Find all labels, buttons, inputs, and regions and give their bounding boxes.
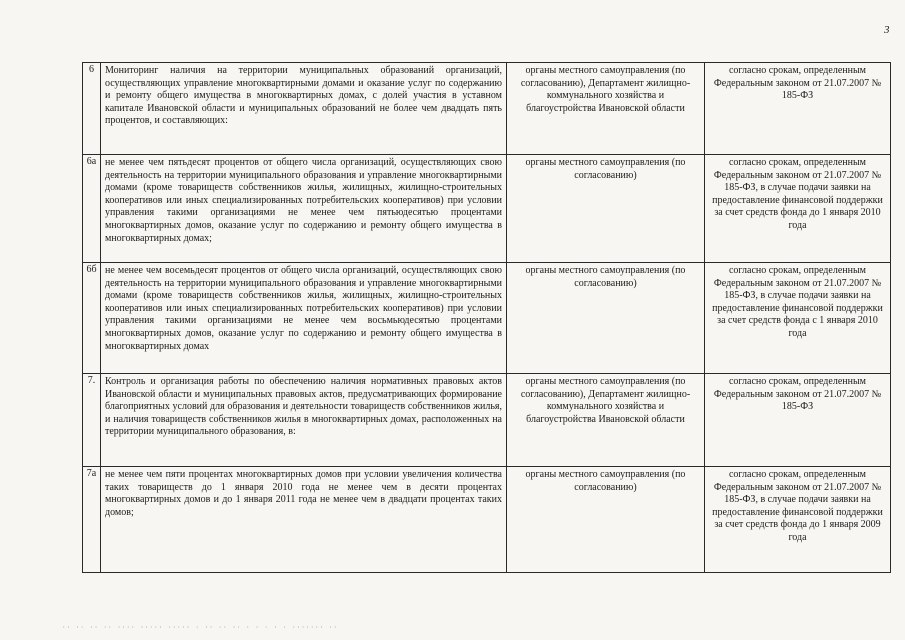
row-executor: органы местного самоуправления (по согласованию)	[507, 467, 705, 573]
row-description: Контроль и организация работы по обеспечению наличия нормативных правовых актов Ивановской области и муниципальных правовых актов, предусматривающих формирование благоприятных условий для образования и деятельности товариществ собственников жилья, и наличия товариществ собственников жилья в многоквартирных домах, расположенных на территории муниципального образования, в:	[101, 374, 507, 467]
row-executor: органы местного самоуправления (по согласованию)	[507, 263, 705, 374]
row-number: 6а	[83, 155, 101, 263]
row-term: согласно срокам, определенным Федеральным законом от 21.07.2007 № 185-ФЗ, в случае подачи заявки на предоставление финансовой поддержки за счет средств фонда до 1 января 2010 года	[705, 155, 891, 263]
table-row	[83, 374, 891, 467]
row-executor: органы местного самоуправления (по согласованию), Департамент жилищно-коммунального хозяйства и благоустройства Ивановской области	[507, 63, 705, 155]
page-number: 3	[884, 24, 890, 36]
scan-footer-noise: ·· ·· ·· ·· ···· ····· ····· · ·· ·· ·· · · · · · ······· ··	[62, 624, 339, 631]
row-executor: органы местного самоуправления (по согласованию), Департамент жилищно-коммунального хозяйства и благоустройства Ивановской области	[507, 374, 705, 467]
table-row	[83, 263, 891, 374]
row-number: 6	[83, 63, 101, 155]
row-term: согласно срокам, определенным Федеральным законом от 21.07.2007 № 185-ФЗ, в случае подачи заявки на предоставление финансовой поддержки за счет средств фонда с 1 января 2010 года	[705, 263, 891, 374]
row-executor: органы местного самоуправления (по согласованию)	[507, 155, 705, 263]
measures-table	[82, 62, 891, 573]
table-row	[83, 155, 891, 263]
table-row	[83, 63, 891, 155]
row-term: согласно срокам, определенным Федеральным законом от 21.07.2007 № 185-ФЗ	[705, 374, 891, 467]
table-row	[83, 467, 891, 573]
row-number: 6б	[83, 263, 101, 374]
row-description: не менее чем восемьдесят процентов от общего числа организаций, осуществляющих свою деятельность на территории муниципального образования и управление многоквартирными домами (кроме товариществ собственников жилья, жилищных, жилищно-строительных кооперативов или иных специализированных потребительских кооперативов) при условии управления такими организациями не менее чем восьмьюдесятью процентами многоквартирных домов, оказание услуг по содержанию и ремонту общего имущества в многоквартирных домах	[101, 263, 507, 374]
row-number: 7.	[83, 374, 101, 467]
row-description: не менее чем пятьдесят процентов от общего числа организаций, осуществляющих свою деятельность на территории муниципального образования и управление многоквартирными домами (кроме товариществ собственников жилья, жилищных, жилищно-строительных кооперативов или иных специализированных потребительских кооперативов) при условии управления такими организациями не менее чем пятьюдесятью процентами многоквартирных домов, оказание услуг по содержанию и ремонту общего имущества в многоквартирных домах;	[101, 155, 507, 263]
row-term: согласно срокам, определенным Федеральным законом от 21.07.2007 № 185-ФЗ, в случае подачи заявки на предоставление финансовой поддержки за счет средств фонда до 1 января 2009 года	[705, 467, 891, 573]
row-number: 7а	[83, 467, 101, 573]
row-term: согласно срокам, определенным Федеральным законом от 21.07.2007 № 185-ФЗ	[705, 63, 891, 155]
row-description: Мониторинг наличия на территории муниципальных образований организаций, осуществляющих управление многоквартирными домами и оказание услуг по содержанию и ремонту общего имущества в многоквартирных домах, с долей участия в уставном капитале Ивановской области и муниципальных образований не более чем двадцать пять процентов, и составляющих:	[101, 63, 507, 155]
row-description: не менее чем пяти процентах многоквартирных домов при условии увеличения количества таких товариществ до 1 января 2010 года не менее чем в десяти процентах многоквартирных домов и до 1 января 2011 года не менее чем в двадцати процентах таких домов;	[101, 467, 507, 573]
